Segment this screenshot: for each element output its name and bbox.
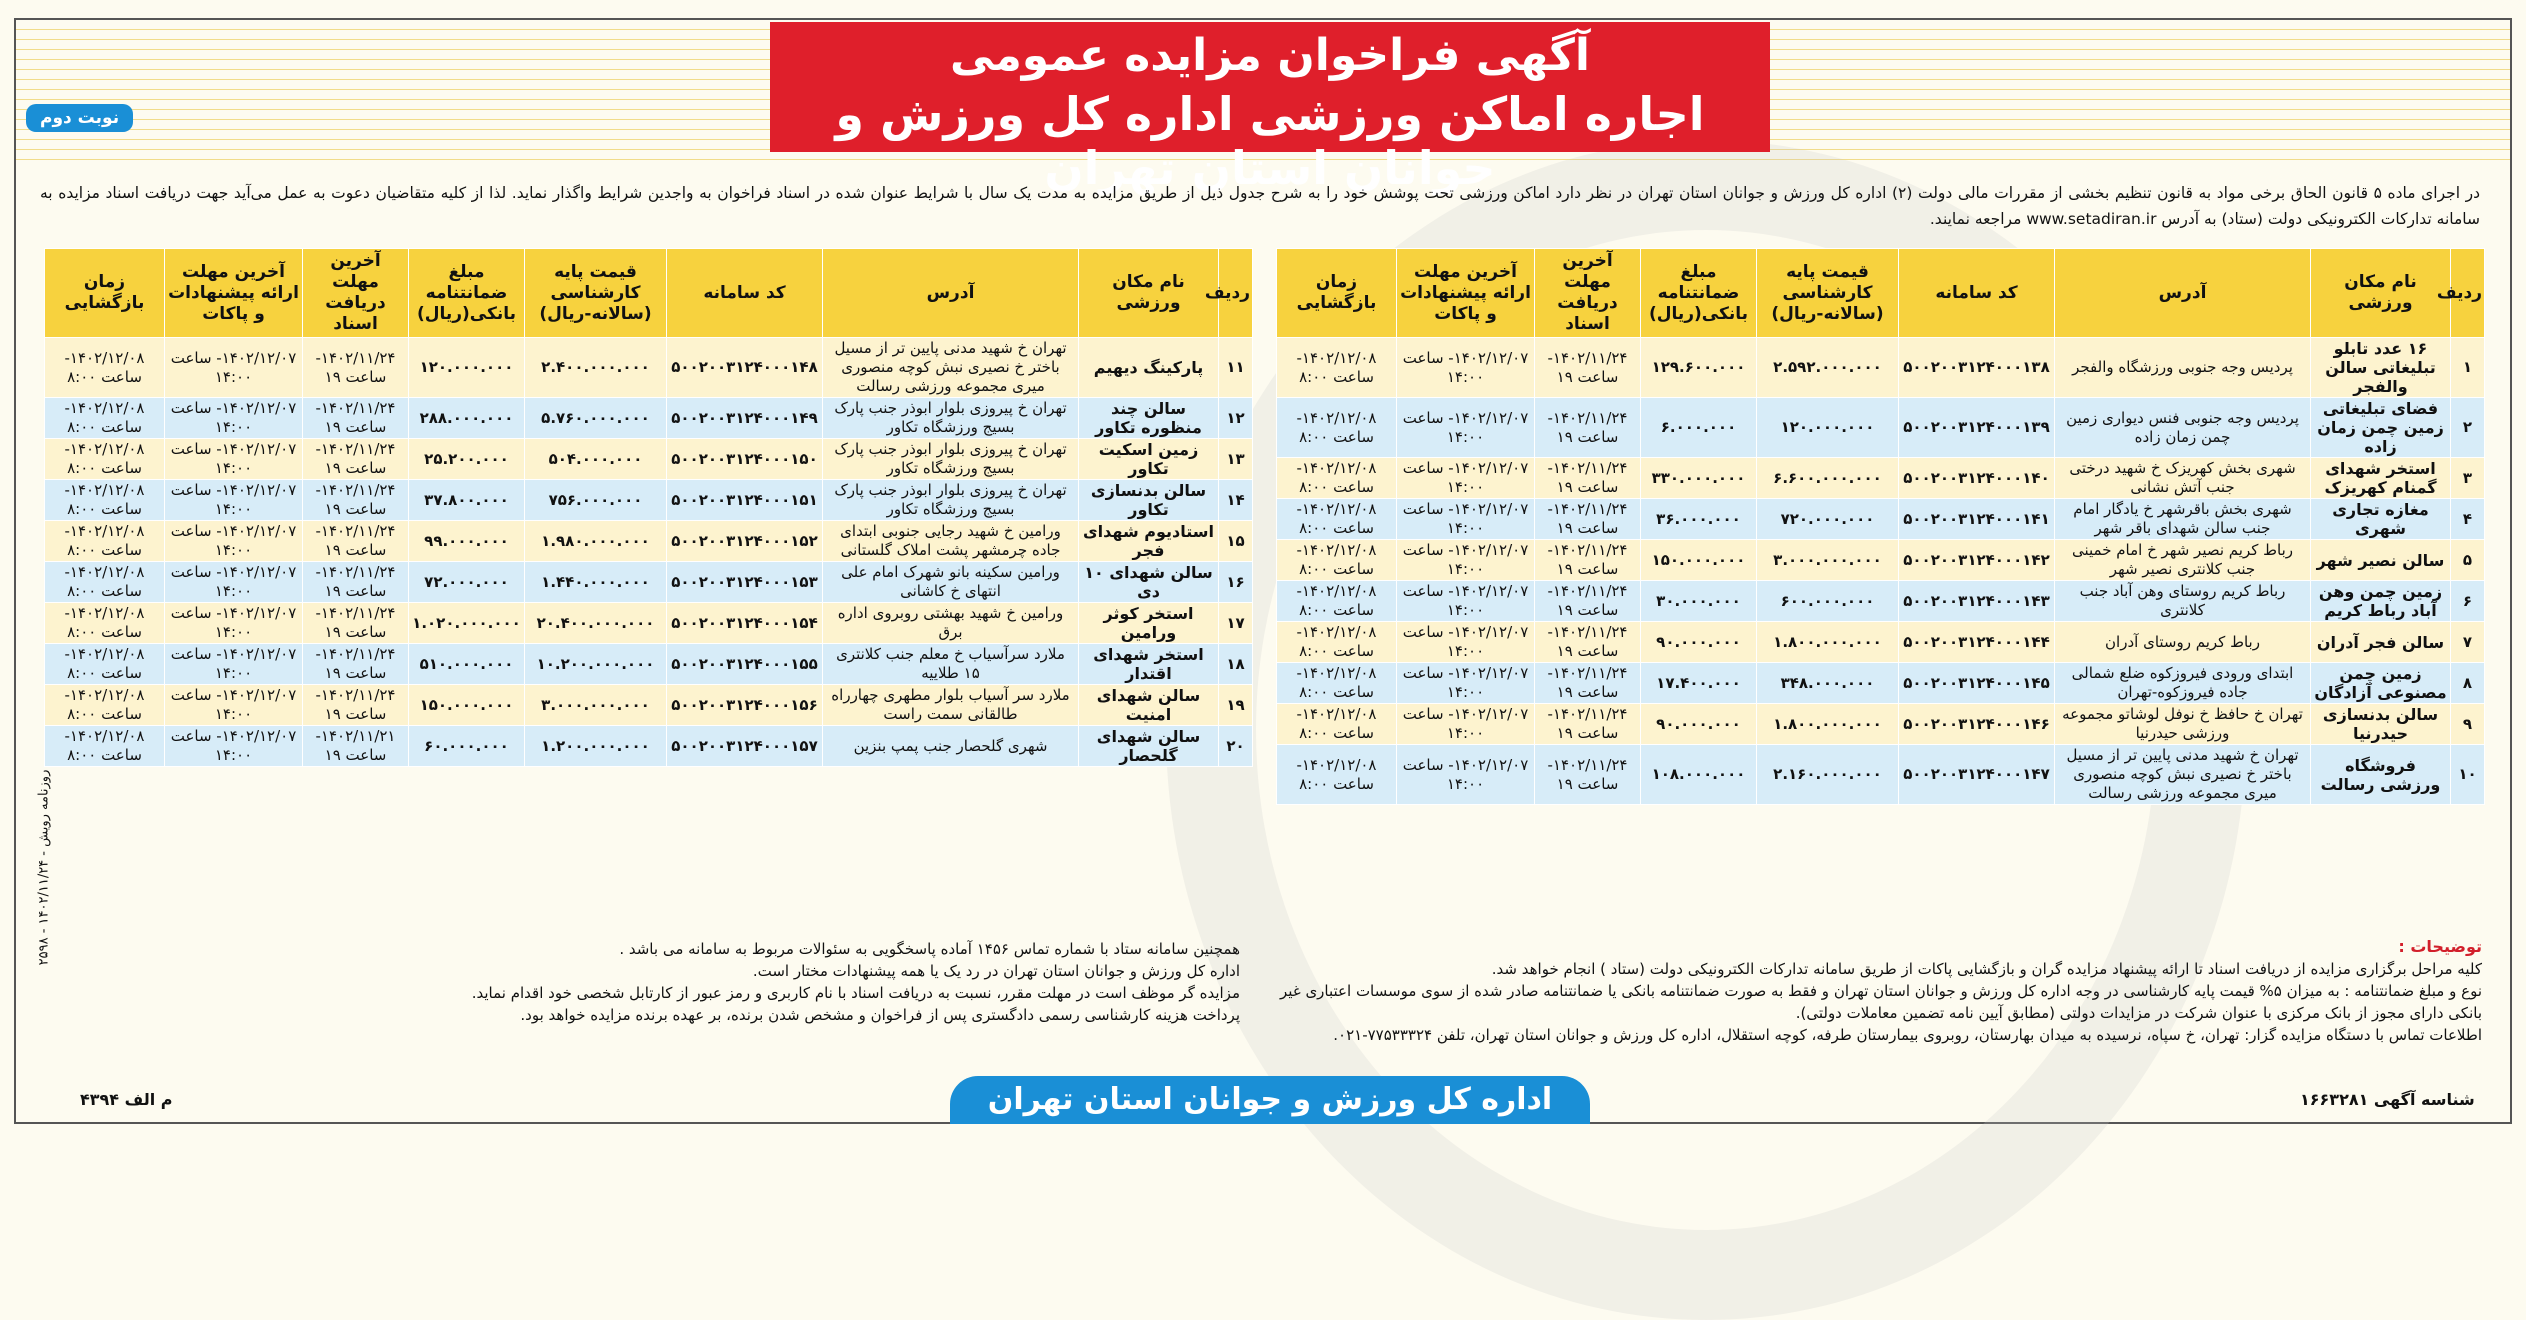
opening-time: ۱۴۰۲/۱۲/۰۸- ساعت ۸:۰۰	[1277, 745, 1397, 805]
offer-deadline: ۱۴۰۲/۱۲/۰۷- ساعت ۱۴:۰۰	[1397, 704, 1535, 745]
document-deadline: ۱۴۰۲/۱۱/۲۴- ساعت ۱۹	[303, 521, 409, 562]
guarantee-amount: ۳۶.۰۰۰.۰۰۰	[1641, 499, 1757, 540]
venue-name: فضای تبلیغاتی زمین چمن زمان زاده	[2311, 398, 2451, 458]
document-deadline: ۱۴۰۲/۱۱/۲۴- ساعت ۱۹	[1535, 540, 1641, 581]
auction-table-left	[44, 248, 1253, 767]
offer-deadline: ۱۴۰۲/۱۲/۰۷- ساعت ۱۴:۰۰	[165, 685, 303, 726]
row-number: ۱۰	[2451, 745, 2485, 805]
base-price: ۲۰.۴۰۰.۰۰۰.۰۰۰	[525, 603, 667, 644]
opening-time: ۱۴۰۲/۱۲/۰۸- ساعت ۸:۰۰	[1277, 398, 1397, 458]
column-header: قیمت پایه کارشناسی (سالانه-ریال)	[525, 249, 667, 338]
system-code: ۵۰۰۲۰۰۳۱۲۴۰۰۰۱۵۷	[667, 726, 823, 767]
base-price: ۱۲۰.۰۰۰.۰۰۰	[1757, 398, 1899, 458]
base-price: ۱۰.۲۰۰.۰۰۰.۰۰۰	[525, 644, 667, 685]
opening-time: ۱۴۰۲/۱۲/۰۸- ساعت ۸:۰۰	[1277, 338, 1397, 398]
table-row	[1277, 622, 2485, 663]
row-number: ۵	[2451, 540, 2485, 581]
document-deadline: ۱۴۰۲/۱۱/۲۴- ساعت ۱۹	[1535, 663, 1641, 704]
column-header: زمان بازگشایی	[45, 249, 165, 338]
system-code: ۵۰۰۲۰۰۳۱۲۴۰۰۰۱۳۸	[1899, 338, 2055, 398]
guarantee-amount: ۲۸۸.۰۰۰.۰۰۰	[409, 398, 525, 439]
system-code: ۵۰۰۲۰۰۳۱۲۴۰۰۰۱۴۹	[667, 398, 823, 439]
document-deadline: ۱۴۰۲/۱۱/۲۴- ساعت ۱۹	[303, 685, 409, 726]
system-code: ۵۰۰۲۰۰۳۱۲۴۰۰۰۱۴۷	[1899, 745, 2055, 805]
table-header-row	[1277, 249, 2485, 338]
table-row	[1277, 704, 2485, 745]
table-row	[1277, 663, 2485, 704]
table-row	[45, 439, 1253, 480]
offer-deadline: ۱۴۰۲/۱۲/۰۷- ساعت ۱۴:۰۰	[165, 726, 303, 767]
offer-deadline: ۱۴۰۲/۱۲/۰۷- ساعت ۱۴:۰۰	[165, 562, 303, 603]
notes-heading: توضیحات :	[2398, 937, 2482, 956]
base-price: ۱.۹۸۰.۰۰۰.۰۰۰	[525, 521, 667, 562]
document-deadline: ۱۴۰۲/۱۱/۲۴- ساعت ۱۹	[303, 338, 409, 398]
offer-deadline: ۱۴۰۲/۱۲/۰۷- ساعت ۱۴:۰۰	[165, 480, 303, 521]
system-code: ۵۰۰۲۰۰۳۱۲۴۰۰۰۱۴۲	[1899, 540, 2055, 581]
column-header: آخرین مهلت دریافت اسناد	[1535, 249, 1641, 338]
note-line: اداره کل ورزش و جوانان استان تهران در رد یک یا همه پیشنهادات مختار است.	[752, 962, 1240, 980]
system-code: ۵۰۰۲۰۰۳۱۲۴۰۰۰۱۴۵	[1899, 663, 2055, 704]
venue-address: شهری بخش کهریزک خ شهید درختی جنب آتش نشانی	[2055, 458, 2311, 499]
venue-address: رباط کریم روستای آدران	[2055, 622, 2311, 663]
guarantee-amount: ۱۵۰.۰۰۰.۰۰۰	[409, 685, 525, 726]
table-row	[45, 480, 1253, 521]
system-code: ۵۰۰۲۰۰۳۱۲۴۰۰۰۱۵۲	[667, 521, 823, 562]
offer-deadline: ۱۴۰۲/۱۲/۰۷- ساعت ۱۴:۰۰	[1397, 622, 1535, 663]
table-row	[1277, 581, 2485, 622]
venue-address: رباط کریم نصیر شهر خ امام خمینی جنب کلانتری نصیر شهر	[2055, 540, 2311, 581]
base-price: ۶.۶۰۰.۰۰۰.۰۰۰	[1757, 458, 1899, 499]
note-line: مزایده گر موظف است در مهلت مقرر، نسبت به دریافت اسناد با نام کاربری و رمز عبور از کارتابل شخصی خود اقدام نماید.	[471, 984, 1240, 1002]
opening-time: ۱۴۰۲/۱۲/۰۸- ساعت ۸:۰۰	[45, 603, 165, 644]
note-line: همچنین سامانه ستاد با شماره تماس ۱۴۵۶ آماده پاسخگویی به سئوالات مربوط به سامانه می باشد .	[619, 940, 1240, 958]
table-row	[45, 685, 1253, 726]
column-header: زمان بازگشایی	[1277, 249, 1397, 338]
system-code: ۵۰۰۲۰۰۳۱۲۴۰۰۰۱۴۱	[1899, 499, 2055, 540]
opening-time: ۱۴۰۲/۱۲/۰۸- ساعت ۸:۰۰	[45, 685, 165, 726]
row-number: ۳	[2451, 458, 2485, 499]
row-number: ۸	[2451, 663, 2485, 704]
column-header: آخرین مهلت دریافت اسناد	[303, 249, 409, 338]
row-number: ۱۸	[1219, 644, 1253, 685]
guarantee-amount: ۶۰.۰۰۰.۰۰۰	[409, 726, 525, 767]
venue-address: ملارد سر آسیاب بلوار مطهری چهارراه طالقانی سمت راست	[823, 685, 1079, 726]
table-row	[45, 726, 1253, 767]
opening-time: ۱۴۰۲/۱۲/۰۸- ساعت ۸:۰۰	[1277, 499, 1397, 540]
base-price: ۲.۱۶۰.۰۰۰.۰۰۰	[1757, 745, 1899, 805]
base-price: ۷۲۰.۰۰۰.۰۰۰	[1757, 499, 1899, 540]
row-number: ۲۰	[1219, 726, 1253, 767]
offer-deadline: ۱۴۰۲/۱۲/۰۷- ساعت ۱۴:۰۰	[1397, 398, 1535, 458]
offer-deadline: ۱۴۰۲/۱۲/۰۷- ساعت ۱۴:۰۰	[1397, 540, 1535, 581]
opening-time: ۱۴۰۲/۱۲/۰۸- ساعت ۸:۰۰	[1277, 622, 1397, 663]
venue-name: سالن شهدای ۱۰ دی	[1079, 562, 1219, 603]
guarantee-amount: ۳۰.۰۰۰.۰۰۰	[1641, 581, 1757, 622]
table-row	[1277, 458, 2485, 499]
document-deadline: ۱۴۰۲/۱۱/۲۴- ساعت ۱۹	[1535, 622, 1641, 663]
system-code: ۵۰۰۲۰۰۳۱۲۴۰۰۰۱۵۶	[667, 685, 823, 726]
venue-name: استادیوم شهدای فجر	[1079, 521, 1219, 562]
title-line-1: آگهی فراخوان مزایده عمومی	[950, 30, 1590, 81]
document-deadline: ۱۴۰۲/۱۱/۲۴- ساعت ۱۹	[1535, 499, 1641, 540]
column-header: نام مکان ورزشی	[2311, 249, 2451, 338]
column-header: نام مکان ورزشی	[1079, 249, 1219, 338]
system-code: ۵۰۰۲۰۰۳۱۲۴۰۰۰۱۵۰	[667, 439, 823, 480]
venue-name: پارکینگ دیهیم	[1079, 338, 1219, 398]
base-price: ۲.۴۰۰.۰۰۰.۰۰۰	[525, 338, 667, 398]
document-deadline: ۱۴۰۲/۱۱/۲۴- ساعت ۱۹	[1535, 398, 1641, 458]
venue-name: سالن شهدای امنیت	[1079, 685, 1219, 726]
system-code: ۵۰۰۲۰۰۳۱۲۴۰۰۰۱۵۴	[667, 603, 823, 644]
table-row	[1277, 398, 2485, 458]
document-deadline: ۱۴۰۲/۱۱/۲۴- ساعت ۱۹	[303, 439, 409, 480]
guarantee-amount: ۵۱۰.۰۰۰.۰۰۰	[409, 644, 525, 685]
venue-address: تهران خ پیروزی بلوار ابوذر جنب پارک بسیج ورزشگاه تکاور	[823, 398, 1079, 439]
system-code: ۵۰۰۲۰۰۳۱۲۴۰۰۰۱۴۰	[1899, 458, 2055, 499]
system-code: ۵۰۰۲۰۰۳۱۲۴۰۰۰۱۴۴	[1899, 622, 2055, 663]
venue-name: سالن شهدای گلحصار	[1079, 726, 1219, 767]
column-header: مبلغ ضمانتنامه بانکی(ریال)	[1641, 249, 1757, 338]
venue-address: ملارد سرآسیاب خ معلم جنب کلانتری ۱۵ طلاییه	[823, 644, 1079, 685]
opening-time: ۱۴۰۲/۱۲/۰۸- ساعت ۸:۰۰	[45, 644, 165, 685]
venue-address: شهری بخش باقرشهر خ یادگار امام جنب سالن شهدای باقر شهر	[2055, 499, 2311, 540]
row-number: ۴	[2451, 499, 2485, 540]
offer-deadline: ۱۴۰۲/۱۲/۰۷- ساعت ۱۴:۰۰	[1397, 663, 1535, 704]
title-box	[770, 22, 1770, 195]
venue-name: فروشگاه ورزشی رسالت	[2311, 745, 2451, 805]
note-line: نوع و مبلغ ضمانتنامه : به میزان ۵% قیمت پایه کارشناسی در وجه اداره کل ورزش و جوانان استان تهران و فقط به صورت ضمانتنامه بانکی یا ضمانتنامه صادر شده از سوی موسسات اعتباری غیر بانکی دارای مجوز از بانک مرکزی با عنوان شرکت در مزایدات دولتی (مطابق آیین نامه تضمین معاملات دولتی).	[1280, 982, 2482, 1022]
note-line: پرداخت هزینه کارشناسی رسمی دادگستری پس از فراخوان و مشخص شدن برنده، بر عهده برنده مزایده خواهد بود.	[520, 1006, 1240, 1024]
system-code: ۵۰۰۲۰۰۳۱۲۴۰۰۰۱۵۳	[667, 562, 823, 603]
column-header: ردیف	[2451, 249, 2485, 338]
row-number: ۱۳	[1219, 439, 1253, 480]
venue-address: ورامین خ شهید رجایی جنوبی ابتدای جاده چرمشهر پشت املاک گلستانی	[823, 521, 1079, 562]
guarantee-amount: ۶.۰۰۰.۰۰۰	[1641, 398, 1757, 458]
venue-name: سالن بدنسازی حیدرنیا	[2311, 704, 2451, 745]
venue-address: ابتدای ورودی فیروزکوه ضلع شمالی جاده فیروزکوه-تهران	[2055, 663, 2311, 704]
row-number: ۱	[2451, 338, 2485, 398]
opening-time: ۱۴۰۲/۱۲/۰۸- ساعت ۸:۰۰	[45, 338, 165, 398]
base-price: ۳۴۸.۰۰۰.۰۰۰	[1757, 663, 1899, 704]
venue-address: تهران خ شهید مدنی پایین تر از مسیل باختر خ نصیری نبش کوچه منصوری میری مجموعه ورزشی رسالت	[823, 338, 1079, 398]
guarantee-amount: ۱۵۰.۰۰۰.۰۰۰	[1641, 540, 1757, 581]
table-row	[45, 338, 1253, 398]
table-row	[1277, 499, 2485, 540]
guarantee-amount: ۳۳۰.۰۰۰.۰۰۰	[1641, 458, 1757, 499]
auction-table-right	[1276, 248, 2485, 805]
opening-time: ۱۴۰۲/۱۲/۰۸- ساعت ۸:۰۰	[45, 439, 165, 480]
title-line-2: اجاره اماکن ورزشی اداره کل ورزش و جوانان استان تهران	[835, 87, 1705, 195]
note-line: اطلاعات تماس با دستگاه مزایده گزار: تهران، خ سپاه، نرسیده به میدان بهارستان، روبروی بیمارستان طرفه، کوچه استقلال، اداره کل ورزش و جوانان استان تهران، تلفن ۷۷۵۳۳۳۲۴-۰۲۱.	[1333, 1026, 2482, 1044]
venue-name: مغازه تجاری شهری	[2311, 499, 2451, 540]
column-header: کد سامانه	[667, 249, 823, 338]
venue-name: سالن فجر آدران	[2311, 622, 2451, 663]
column-header: ردیف	[1219, 249, 1253, 338]
venue-name: زمین اسکیت تکاور	[1079, 439, 1219, 480]
row-number: ۲	[2451, 398, 2485, 458]
notes-right	[1270, 936, 2482, 1046]
base-price: ۷۵۶.۰۰۰.۰۰۰	[525, 480, 667, 521]
document-deadline: ۱۴۰۲/۱۱/۲۱- ساعت ۱۹	[303, 726, 409, 767]
opening-time: ۱۴۰۲/۱۲/۰۸- ساعت ۸:۰۰	[45, 562, 165, 603]
document-deadline: ۱۴۰۲/۱۱/۲۴- ساعت ۱۹	[303, 562, 409, 603]
base-price: ۱.۸۰۰.۰۰۰.۰۰۰	[1757, 704, 1899, 745]
venue-address: تهران خ پیروزی بلوار ابوذر جنب پارک بسیج ورزشگاه تکاور	[823, 439, 1079, 480]
guarantee-amount: ۱۷.۴۰۰.۰۰۰	[1641, 663, 1757, 704]
venue-name: سالن بدنسازی تکاور	[1079, 480, 1219, 521]
table-row	[45, 398, 1253, 439]
base-price: ۳.۰۰۰.۰۰۰.۰۰۰	[1757, 540, 1899, 581]
ad-identifier: شناسه آگهی ۱۶۶۳۲۸۱	[2300, 1090, 2475, 1109]
offer-deadline: ۱۴۰۲/۱۲/۰۷- ساعت ۱۴:۰۰	[1397, 581, 1535, 622]
guarantee-amount: ۱۲۰.۰۰۰.۰۰۰	[409, 338, 525, 398]
row-number: ۷	[2451, 622, 2485, 663]
guarantee-amount: ۲۵.۲۰۰.۰۰۰	[409, 439, 525, 480]
table-row	[45, 521, 1253, 562]
row-number: ۶	[2451, 581, 2485, 622]
guarantee-amount: ۹۰.۰۰۰.۰۰۰	[1641, 704, 1757, 745]
offer-deadline: ۱۴۰۲/۱۲/۰۷- ساعت ۱۴:۰۰	[165, 338, 303, 398]
opening-time: ۱۴۰۲/۱۲/۰۸- ساعت ۸:۰۰	[45, 480, 165, 521]
opening-time: ۱۴۰۲/۱۲/۰۸- ساعت ۸:۰۰	[1277, 581, 1397, 622]
venue-name: زمین چمن مصنوعی آزادگان	[2311, 663, 2451, 704]
footer-organization: اداره کل ورزش و جوانان استان تهران	[950, 1076, 1590, 1124]
document-deadline: ۱۴۰۲/۱۱/۲۴- ساعت ۱۹	[1535, 338, 1641, 398]
table-row	[1277, 540, 2485, 581]
offer-deadline: ۱۴۰۲/۱۲/۰۷- ساعت ۱۴:۰۰	[165, 644, 303, 685]
column-header: قیمت پایه کارشناسی (سالانه-ریال)	[1757, 249, 1899, 338]
intro-paragraph: در اجرای ماده ۵ قانون الحاق برخی مواد به قانون تنظیم بخشی از مقررات مالی دولت (۲) اداره کل ورزش و جوانان استان تهران در نظر دارد اماکن ورزشی تحت پوشش خود را به شرح جدول ذیل از طریق مزایده به مدت یک سال با شرایط عنوان شده در اسناد فراخوان به واجدین شرایط واگذار نماید. لذا از کلیه متقاضیان دعوت به عمل می‌آید جهت دریافت اسناد مزایده به سامانه تدارکات الکترونیکی دولت (ستاد) به آدرس www.setadiran.ir مراجعه نمایند.	[40, 184, 2480, 228]
row-number: ۱۶	[1219, 562, 1253, 603]
venue-address: تهران خ پیروزی بلوار ابوذر جنب پارک بسیج ورزشگاه تکاور	[823, 480, 1079, 521]
column-header: آخرین مهلت ارائه پیشنهادات و پاکات	[1397, 249, 1535, 338]
offer-deadline: ۱۴۰۲/۱۲/۰۷- ساعت ۱۴:۰۰	[165, 603, 303, 644]
system-code: ۵۰۰۲۰۰۳۱۲۴۰۰۰۱۵۵	[667, 644, 823, 685]
document-deadline: ۱۴۰۲/۱۱/۲۴- ساعت ۱۹	[303, 603, 409, 644]
base-price: ۳.۰۰۰.۰۰۰.۰۰۰	[525, 685, 667, 726]
system-code: ۵۰۰۲۰۰۳۱۲۴۰۰۰۱۴۶	[1899, 704, 2055, 745]
base-price: ۱.۴۴۰.۰۰۰.۰۰۰	[525, 562, 667, 603]
venue-address: شهری گلحصار جنب پمپ بنزین	[823, 726, 1079, 767]
opening-time: ۱۴۰۲/۱۲/۰۸- ساعت ۸:۰۰	[1277, 663, 1397, 704]
opening-time: ۱۴۰۲/۱۲/۰۸- ساعت ۸:۰۰	[1277, 458, 1397, 499]
venue-address: تهران خ حافظ خ نوفل لوشاتو مجموعه ورزشی حیدرنیا	[2055, 704, 2311, 745]
base-price: ۱.۸۰۰.۰۰۰.۰۰۰	[1757, 622, 1899, 663]
column-header: آدرس	[2055, 249, 2311, 338]
document-deadline: ۱۴۰۲/۱۱/۲۴- ساعت ۱۹	[303, 480, 409, 521]
table-row	[1277, 338, 2485, 398]
guarantee-amount: ۱.۰۲۰.۰۰۰.۰۰۰	[409, 603, 525, 644]
document-deadline: ۱۴۰۲/۱۱/۲۴- ساعت ۱۹	[1535, 581, 1641, 622]
venue-address: پردیس وجه جنوبی ورزشگاه والفجر	[2055, 338, 2311, 398]
table-row	[45, 644, 1253, 685]
table-header-row	[45, 249, 1253, 338]
document-deadline: ۱۴۰۲/۱۱/۲۴- ساعت ۱۹	[303, 644, 409, 685]
opening-time: ۱۴۰۲/۱۲/۰۸- ساعت ۸:۰۰	[45, 398, 165, 439]
guarantee-amount: ۳۷.۸۰۰.۰۰۰	[409, 480, 525, 521]
column-header: مبلغ ضمانتنامه بانکی(ریال)	[409, 249, 525, 338]
note-line: کلیه مراحل برگزاری مزایده از دریافت اسناد تا ارائه پیشنهاد مزایده گران و بازگشایی پاکات از طریق سامانه تدارکات الکترونیکی دولت (ستاد ) انجام خواهد شد.	[1491, 960, 2482, 978]
venue-name: ۱۶ عدد تابلو تبلیغاتی سالن والفجر	[2311, 338, 2451, 398]
opening-time: ۱۴۰۲/۱۲/۰۸- ساعت ۸:۰۰	[1277, 540, 1397, 581]
venue-name: استخر شهدای گمنام کهریزک	[2311, 458, 2451, 499]
base-price: ۱.۲۰۰.۰۰۰.۰۰۰	[525, 726, 667, 767]
opening-time: ۱۴۰۲/۱۲/۰۸- ساعت ۸:۰۰	[1277, 704, 1397, 745]
table-row	[45, 562, 1253, 603]
system-code: ۵۰۰۲۰۰۳۱۲۴۰۰۰۱۴۸	[667, 338, 823, 398]
round-badge: نوبت دوم	[26, 104, 133, 132]
row-number: ۹	[2451, 704, 2485, 745]
column-header: آدرس	[823, 249, 1079, 338]
row-number: ۱۱	[1219, 338, 1253, 398]
opening-time: ۱۴۰۲/۱۲/۰۸- ساعت ۸:۰۰	[45, 521, 165, 562]
venue-name: زمین چمن وهن آباد رباط کریم	[2311, 581, 2451, 622]
base-price: ۲.۵۹۲.۰۰۰.۰۰۰	[1757, 338, 1899, 398]
guarantee-amount: ۱۰۸.۰۰۰.۰۰۰	[1641, 745, 1757, 805]
system-code: ۵۰۰۲۰۰۳۱۲۴۰۰۰۱۳۹	[1899, 398, 2055, 458]
venue-address: ورامین سکینه بانو شهرک امام علی انتهای خ کاشانی	[823, 562, 1079, 603]
row-number: ۱۴	[1219, 480, 1253, 521]
notes-left	[60, 938, 1240, 1026]
offer-deadline: ۱۴۰۲/۱۲/۰۷- ساعت ۱۴:۰۰	[165, 398, 303, 439]
offer-deadline: ۱۴۰۲/۱۲/۰۷- ساعت ۱۴:۰۰	[1397, 499, 1535, 540]
document-deadline: ۱۴۰۲/۱۱/۲۴- ساعت ۱۹	[303, 398, 409, 439]
guarantee-amount: ۹۹.۰۰۰.۰۰۰	[409, 521, 525, 562]
mf-code: م الف ۴۳۹۴	[80, 1090, 173, 1109]
document-deadline: ۱۴۰۲/۱۱/۲۴- ساعت ۱۹	[1535, 745, 1641, 805]
offer-deadline: ۱۴۰۲/۱۲/۰۷- ساعت ۱۴:۰۰	[1397, 338, 1535, 398]
base-price: ۶۰۰.۰۰۰.۰۰۰	[1757, 581, 1899, 622]
guarantee-amount: ۹۰.۰۰۰.۰۰۰	[1641, 622, 1757, 663]
venue-name: سالن چند منظوره تکاور	[1079, 398, 1219, 439]
offer-deadline: ۱۴۰۲/۱۲/۰۷- ساعت ۱۴:۰۰	[165, 521, 303, 562]
base-price: ۵۰۴.۰۰۰.۰۰۰	[525, 439, 667, 480]
row-number: ۱۹	[1219, 685, 1253, 726]
opening-time: ۱۴۰۲/۱۲/۰۸- ساعت ۸:۰۰	[45, 726, 165, 767]
venue-address: رباط کریم روستای وهن آباد جنب کلانتری	[2055, 581, 2311, 622]
venue-address: ورامین خ شهید بهشتی روبروی اداره برق	[823, 603, 1079, 644]
newspaper-side-label: روزنامه رویش - ۱۴۰۲/۱۱/۲۴ - ۲۵۹۸	[36, 769, 52, 966]
venue-address: تهران خ شهید مدنی پایین تر از مسیل باختر خ نصیری نبش کوچه منصوری میری مجموعه ورزشی رسالت	[2055, 745, 2311, 805]
system-code: ۵۰۰۲۰۰۳۱۲۴۰۰۰۱۵۱	[667, 480, 823, 521]
system-code: ۵۰۰۲۰۰۳۱۲۴۰۰۰۱۴۳	[1899, 581, 2055, 622]
offer-deadline: ۱۴۰۲/۱۲/۰۷- ساعت ۱۴:۰۰	[165, 439, 303, 480]
row-number: ۱۲	[1219, 398, 1253, 439]
base-price: ۵.۷۶۰.۰۰۰.۰۰۰	[525, 398, 667, 439]
offer-deadline: ۱۴۰۲/۱۲/۰۷- ساعت ۱۴:۰۰	[1397, 458, 1535, 499]
venue-name: سالن نصیر شهر	[2311, 540, 2451, 581]
offer-deadline: ۱۴۰۲/۱۲/۰۷- ساعت ۱۴:۰۰	[1397, 745, 1535, 805]
row-number: ۱۵	[1219, 521, 1253, 562]
table-row	[45, 603, 1253, 644]
column-header: آخرین مهلت ارائه پیشنهادات و پاکات	[165, 249, 303, 338]
guarantee-amount: ۷۲.۰۰۰.۰۰۰	[409, 562, 525, 603]
document-deadline: ۱۴۰۲/۱۱/۲۴- ساعت ۱۹	[1535, 458, 1641, 499]
row-number: ۱۷	[1219, 603, 1253, 644]
column-header: کد سامانه	[1899, 249, 2055, 338]
venue-name: استخر کوثر ورامین	[1079, 603, 1219, 644]
venue-address: پردیس وجه جنوبی فنس دیواری زمین چمن زمان زاده	[2055, 398, 2311, 458]
venue-name: استخر شهدای اقتدار	[1079, 644, 1219, 685]
document-deadline: ۱۴۰۲/۱۱/۲۴- ساعت ۱۹	[1535, 704, 1641, 745]
guarantee-amount: ۱۲۹.۶۰۰.۰۰۰	[1641, 338, 1757, 398]
table-row	[1277, 745, 2485, 805]
